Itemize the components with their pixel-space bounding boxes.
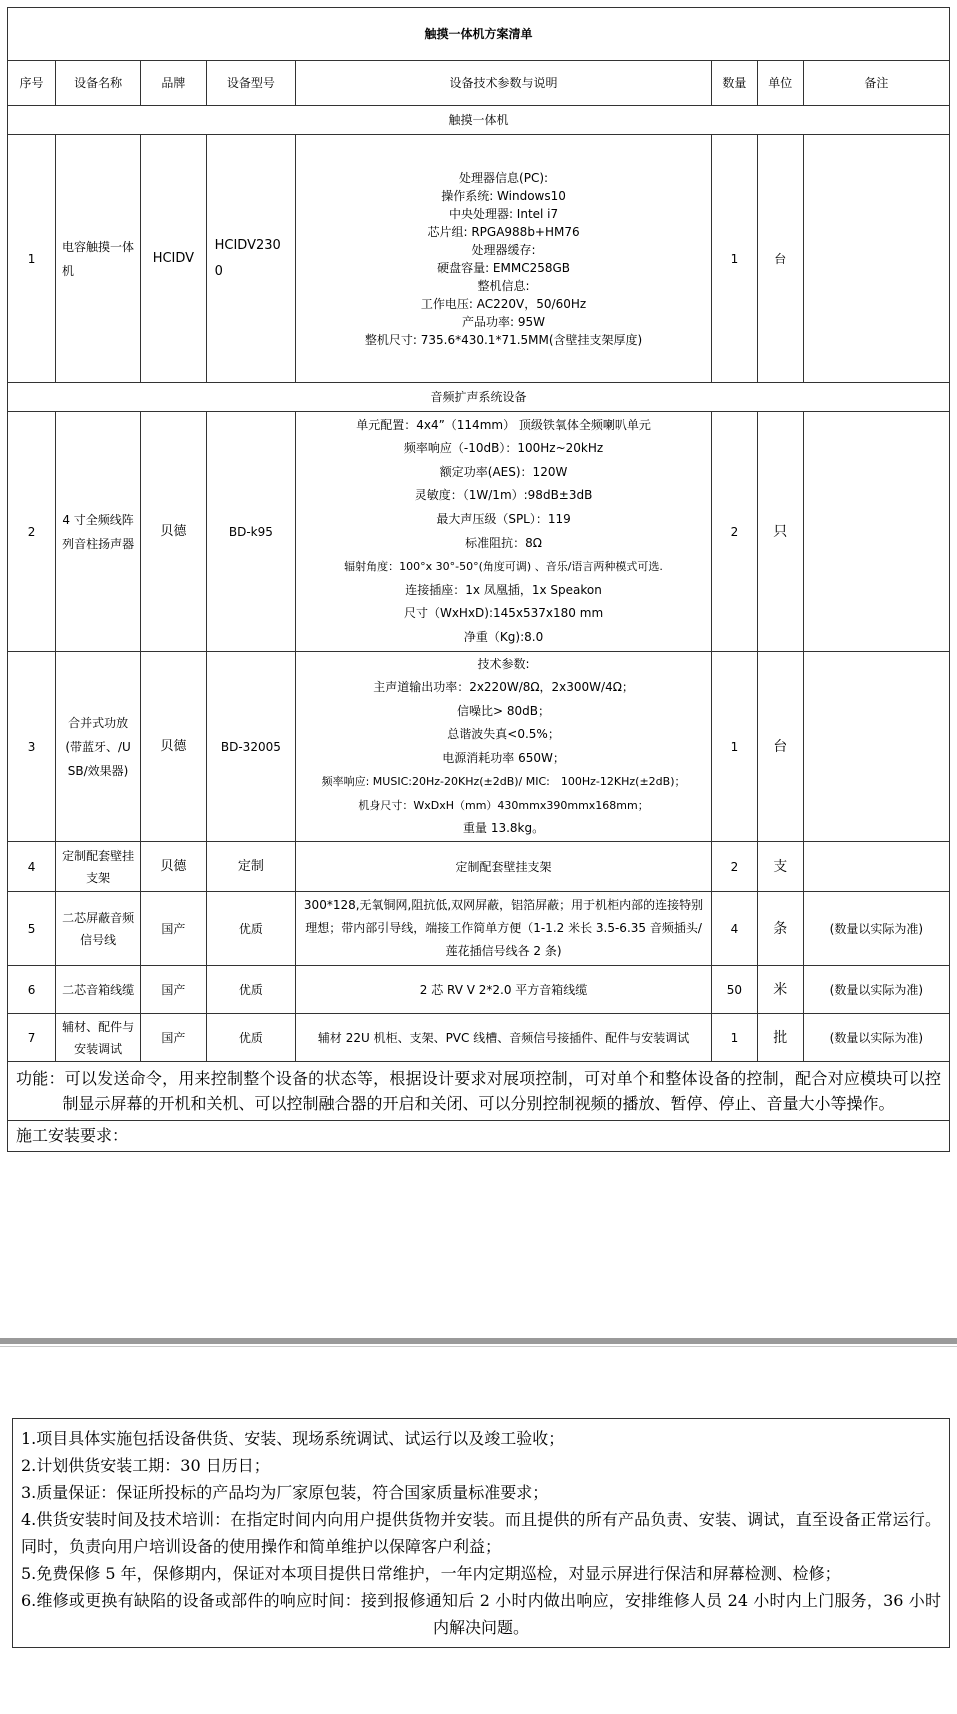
row-brand: 国产 [141,892,206,966]
row-brand: 贝德 [141,652,206,842]
table-row [8,412,950,652]
row-params: 单元配置：4x4”（114mm） 顶级铁氧体全频喇叭单元 频率响应（-10dB）：100Hz~20kHz 额定功率(AES)：120W 灵敏度：（1W/1m）:98dB±3dB 最大声压级（SPL）：119 标准阻抗：8Ω 辐射角度：100°x 30°-50°(角度可调) 、音乐/语言两种模式可选. 连接插座：1x 凤凰插，1x Speakon 尺寸（WxHxD):145x537x180 mm 净重（Kg):8.0 [296,412,712,652]
row-brand: 国产 [141,1014,206,1062]
row-unit: 台 [757,652,803,842]
table-row [8,1014,950,1062]
document-title: 触摸一体机方案清单 [8,8,950,61]
row-name: 定制配套壁挂支架 [56,842,141,892]
note-item: 1.项目具体实施包括设备供货、安装、现场系统调试、试运行以及竣工验收； [21,1429,565,1448]
quote-document [7,7,950,1152]
row-params: 处理器信息(PC): 操作系统: Windows10 中央处理器: Intel i7 芯片组: RPGA988b+HM76 处理器缓存: 硬盘容量: EMMC258GB 整机信息: 工作电压: AC220V，50/60Hz 产品功率: 95W 整机尺寸: 735.6*430.1*71.5MM(含壁挂支架厚度) [296,135,712,383]
row-no: 2 [8,412,56,652]
row-name: 电容触摸一体机 [56,135,141,383]
page-separator [0,1338,957,1344]
row-qty: 1 [711,135,757,383]
row-params: 300*128,无氧铜网,阻抗低,双网屏蔽，铝箔屏蔽；用于机柜内部的连接特别理想；带内部引导线，端接工作简单方便（1-1.2 米长 3.5-6.35 音频插头/莲花插信号线各 2 条) [296,892,712,966]
row-no: 4 [8,842,56,892]
row-model: 优质 [206,966,296,1014]
row-qty: 4 [711,892,757,966]
row-brand: 贝德 [141,842,206,892]
row-name: 二芯屏蔽音频信号线 [56,892,141,966]
header-name: 设备名称 [56,61,141,106]
row-no: 3 [8,652,56,842]
row-model: BD-k95 [206,412,296,652]
row-params: 2 芯 RV V 2*2.0 平方音箱线缆 [296,966,712,1014]
row-params: 定制配套壁挂支架 [296,842,712,892]
row-params: 技术参数: 主声道输出功率：2x220W/8Ω，2x300W/4Ω； 信噪比> 80dB； 总谐波失真<0.5%； 电源消耗功率 650W； 频率响应: MUSIC:20Hz-20KHz(±2dB)/ MIC: 100Hz-12KHz(±2dB)； 机身尺寸：WxDxH（mm）430mmx390mmx168mm； 重量 13.8kg。 [296,652,712,842]
row-no: 7 [8,1014,56,1062]
header-qty: 数量 [711,61,757,106]
install-requirements-label: 施工安装要求： [7,1121,950,1152]
table-row [8,892,950,966]
row-brand: 国产 [141,966,206,1014]
row-no: 1 [8,135,56,383]
row-unit: 条 [757,892,803,966]
table-row [8,652,950,842]
table-row [8,842,950,892]
row-remark [803,842,949,892]
row-qty: 50 [711,966,757,1014]
row-no: 5 [8,892,56,966]
note-item: 5.免费保修 5 年，保修期内，保证对本项目提供日常维护，一年内定期巡检，对显示屏进行保洁和屏幕检测、检修； [21,1564,841,1583]
header-model: 设备型号 [206,61,296,106]
header-no: 序号 [8,61,56,106]
row-brand: 贝德 [141,412,206,652]
section-audio: 音频扩声系统设备 [8,383,950,412]
row-remark [803,412,949,652]
row-unit: 支 [757,842,803,892]
note-item: 4.供货安装时间及技术培训：在指定时间内向用户提供货物并安装。而且提供的所有产品负责、安装、调试，直至设备正常运行。同时，负责向用户培训设备的使用操作和简单维护以保障客户利益； [21,1510,941,1556]
header-params: 设备技术参数与说明 [296,61,712,106]
row-name: 合并式功放(带蓝牙、/USB/效果器) [56,652,141,842]
row-no: 6 [8,966,56,1014]
row-qty: 2 [711,412,757,652]
function-description [7,1062,950,1121]
header-brand: 品牌 [141,61,206,106]
section-touch: 触摸一体机 [8,106,950,135]
row-remark [803,135,949,383]
row-qty: 2 [711,842,757,892]
row-params: 辅材 22U 机柜、支架、PVC 线槽、音频信号接插件、配件与安装调试 [296,1014,712,1062]
row-name: 4 寸全频线阵列音柱扬声器 [56,412,141,652]
note-item: 2.计划供货安装工期：30 日历日； [21,1456,270,1475]
row-unit: 只 [757,412,803,652]
header-unit: 单位 [757,61,803,106]
row-qty: 1 [711,1014,757,1062]
row-name: 辅材、配件与安装调试 [56,1014,141,1062]
row-remark: (数量以实际为准) [803,892,949,966]
row-model: HCIDV2300 [206,135,296,383]
row-model: 定制 [206,842,296,892]
table-row [8,135,950,383]
page-separator-line [0,1346,957,1347]
row-model: BD-32005 [206,652,296,842]
row-unit: 批 [757,1014,803,1062]
table-row [8,966,950,1014]
row-name: 二芯音箱线缆 [56,966,141,1014]
note-item: 3.质量保证：保证所投标的产品均为厂家原包装，符合国家质量标准要求； [21,1483,549,1502]
row-qty: 1 [711,652,757,842]
row-model: 优质 [206,1014,296,1062]
row-unit: 米 [757,966,803,1014]
row-unit: 台 [757,135,803,383]
table-header-row [8,61,950,106]
project-notes [12,1418,950,1648]
equipment-table [7,7,950,1062]
row-model: 优质 [206,892,296,966]
row-remark: (数量以实际为准) [803,1014,949,1062]
row-remark [803,652,949,842]
function-text: 功能：可以发送命令，用来控制整个设备的状态等，根据设计要求对展项控制，可对单个和整体设备的控制，配合对应模块可以控制显示屏幕的开机和关机、可以控制融合器的开启和关闭、可以分别控制视频的播放、暂停、停止、音量大小等操作。 [16,1069,941,1113]
row-remark: (数量以实际为准) [803,966,949,1014]
row-brand: HCIDV [141,135,206,383]
header-remark: 备注 [803,61,949,106]
note-item: 6.维修或更换有缺陷的设备或部件的响应时间：接到报修通知后 2 小时内做出响应，安排维修人员 24 小时内上门服务，36 小时内解决问题。 [21,1591,941,1637]
